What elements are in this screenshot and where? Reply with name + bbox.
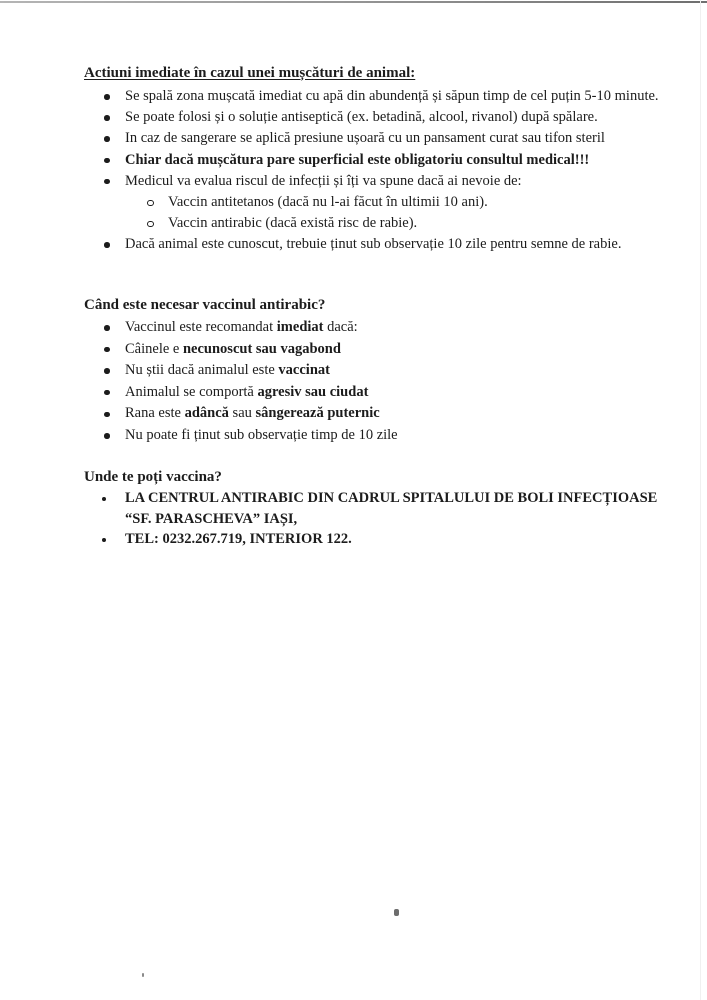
sub-list-item-text: Vaccin antitetanos (dacă nu l-ai făcut în ultimii 10 ani). (168, 194, 488, 211)
bullet-icon (104, 433, 110, 439)
section-heading-immediate-actions: Actiuni imediate în cazul unei mușcături de animal: (84, 65, 416, 81)
bullet-icon (102, 497, 106, 501)
list-item (84, 488, 670, 529)
bullet-icon (102, 538, 106, 542)
list-item-text: Animalul se comportă (125, 383, 258, 400)
list-item-text-emphasis: adâncă (184, 405, 229, 422)
list-item-text: Rana este (125, 405, 185, 422)
list-item-text: Nu știi dacă animalul este (125, 362, 279, 379)
where-vaccine-list (84, 488, 670, 550)
list-item-text: Medicul va evalua riscul de infecții și îți va spune dacă ai nevoie de: (125, 172, 522, 189)
list-item-text: sau (228, 405, 256, 422)
list-item (84, 529, 670, 550)
clinic-address-text: LA CENTRUL ANTIRABIC DIN CADRUL SPITALULUI DE BOLI INFECȚIOASE “SF. PARASCHEVA” IAȘI, (125, 490, 658, 527)
scan-speck (142, 973, 144, 977)
sub-list-item-text: Vaccin antirabic (dacă există risc de rabie). (168, 215, 418, 232)
scan-edge-line (700, 0, 701, 1000)
list-item-text-emphasis: necunoscut sau vagabond (182, 340, 341, 357)
list-item (84, 150, 670, 171)
sub-list-item (84, 192, 670, 213)
bullet-icon (104, 242, 110, 248)
bullet-icon (104, 136, 110, 142)
section-heading-when-vaccine: Când este necesar vaccinul antirabic? (84, 297, 326, 313)
hollow-bullet-icon (147, 200, 154, 207)
scan-edge-line (0, 1, 707, 3)
list-item-text: In caz de sangerare se aplică presiune ușoară cu un pansament curat sau tifon steril (125, 130, 605, 147)
sub-list-item (84, 213, 670, 234)
list-item (84, 360, 670, 382)
when-vaccine-list (84, 317, 670, 447)
list-item-text: Dacă animal este cunoscut, trebuie ținut sub observație 10 zile pentru semne de rabie. (125, 236, 622, 253)
bullet-icon (104, 158, 110, 164)
list-item-text: Vaccinul este recomandat (125, 319, 277, 335)
list-item-text-emphasis: vaccinat (278, 362, 330, 379)
bullet-icon (104, 412, 110, 418)
immediate-actions-list (84, 86, 670, 256)
clinic-phone-text: TEL: 0232.267.719, INTERIOR 122. (125, 531, 352, 548)
list-item (84, 171, 670, 192)
list-item-text-emphasis: sângerează puternic (255, 405, 380, 422)
bullet-icon (104, 390, 110, 396)
bullet-icon (104, 347, 110, 353)
list-item (84, 425, 670, 447)
list-item (84, 403, 670, 425)
list-item-text: Câinele e (125, 340, 183, 357)
bullet-icon (104, 368, 110, 374)
list-item (84, 382, 670, 404)
section-heading-where-vaccine: Unde te poți vaccina? (84, 469, 222, 485)
list-item (84, 128, 670, 149)
list-item-text-emphasis: Chiar dacă mușcătura pare superficial este obligatoriu consultul medical!!! (125, 151, 590, 168)
bullet-icon (104, 94, 110, 100)
bullet-icon (104, 179, 110, 185)
list-item-text: Se spală zona mușcată imediat cu apă din abundență și săpun timp de cel puțin 5-10 minute. (125, 88, 659, 104)
list-item (84, 317, 670, 339)
list-item-text: Se poate folosi și o soluție antiseptică (ex. betadină, alcool, rivanol) după spălare. (125, 109, 598, 126)
list-item-text: Nu poate fi ținut sub observație timp de 10 zile (125, 426, 398, 443)
list-item (84, 339, 670, 361)
list-item (84, 86, 670, 107)
hollow-bullet-icon (147, 221, 154, 228)
bullet-icon (104, 115, 110, 121)
list-item-text-emphasis: agresiv sau ciudat (257, 383, 369, 400)
list-item (84, 107, 670, 128)
scan-speck (394, 909, 399, 916)
bullet-icon (104, 325, 110, 331)
list-item (84, 234, 670, 255)
list-item-text: dacă: (323, 319, 358, 335)
list-item-text-emphasis: imediat (276, 319, 324, 335)
